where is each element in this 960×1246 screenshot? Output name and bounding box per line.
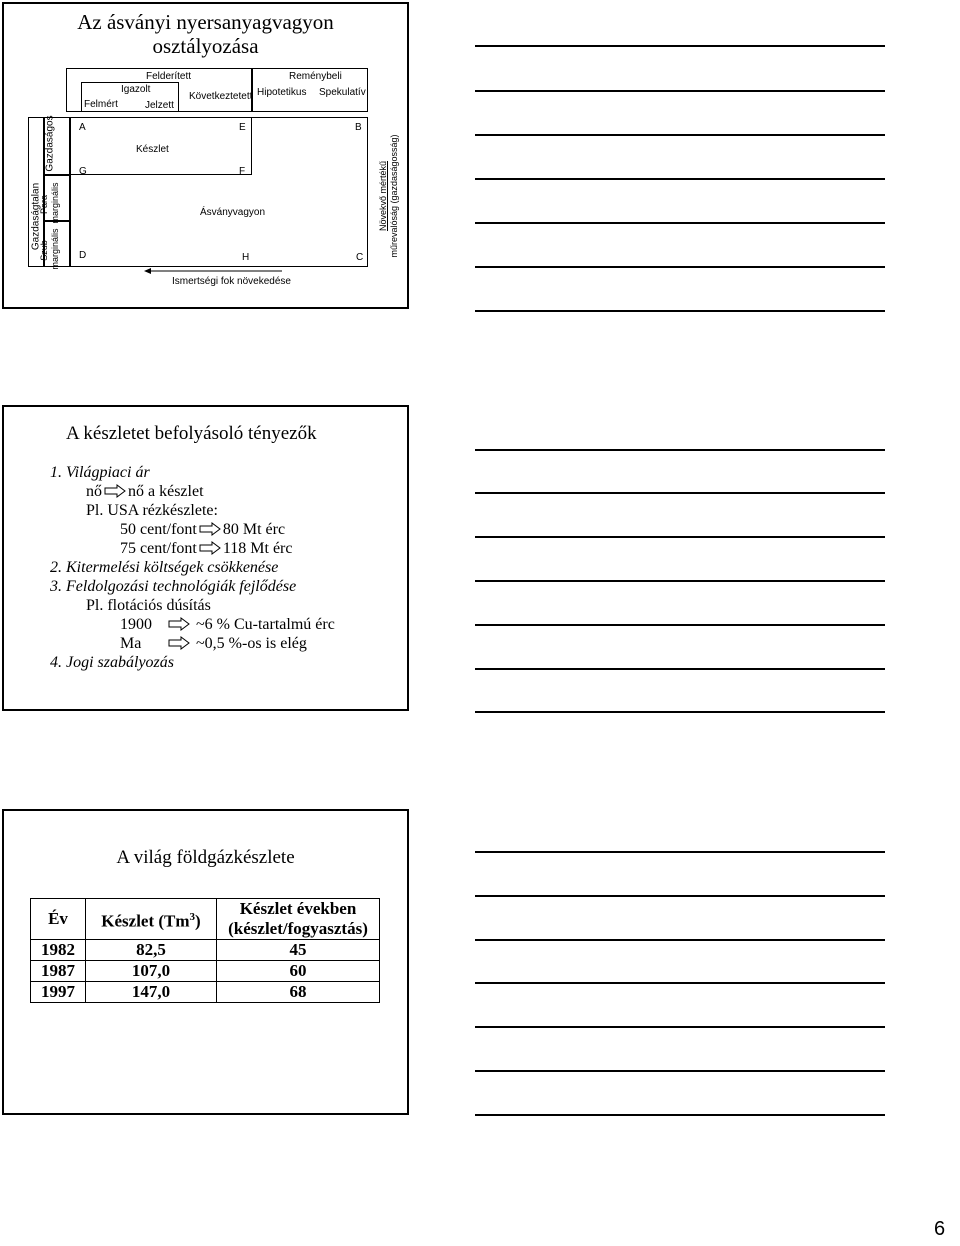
page-number: 6 bbox=[934, 1218, 946, 1240]
col-evekben bbox=[217, 899, 380, 940]
note-line bbox=[475, 492, 885, 494]
col-keszlet-pre: Készlet (Tm bbox=[101, 911, 190, 931]
cu05: ~0,5 %-os is elég bbox=[196, 635, 307, 652]
arrow-right-icon bbox=[199, 541, 221, 555]
col-keszlet-sup: 3 bbox=[189, 910, 196, 923]
note-line bbox=[475, 624, 885, 626]
cent50: 50 cent/font bbox=[120, 521, 197, 538]
cell-evek: 68 bbox=[217, 982, 380, 1003]
label-keszlet: Készlet bbox=[136, 144, 169, 155]
label-para bbox=[39, 178, 61, 228]
cell-evek: 45 bbox=[217, 940, 380, 961]
label-right-axis-line2: műrevalóság (gazdaságosság) bbox=[389, 134, 399, 258]
mt80: 80 Mt érc bbox=[222, 521, 286, 538]
label-szub-line1: Szub- bbox=[39, 237, 49, 261]
cent75: 75 cent/font bbox=[120, 540, 197, 557]
pl-flot: Pl. flotációs dúsítás bbox=[86, 597, 211, 614]
table-row bbox=[31, 940, 380, 961]
ma: Ma bbox=[120, 635, 142, 652]
slide2-title: A készletet befolyásoló tényezők bbox=[66, 423, 317, 444]
corner-h: H bbox=[242, 252, 250, 263]
item-kitermelesi: 2. Kitermelési költségek csökkenése bbox=[50, 559, 279, 576]
corner-c: C bbox=[356, 252, 364, 263]
cell-keszlet: 82,5 bbox=[86, 940, 217, 961]
slide-classification bbox=[2, 2, 409, 309]
slide1-title bbox=[4, 10, 407, 58]
note-line bbox=[475, 1026, 885, 1028]
col-evekben-line1: Készlet években bbox=[239, 899, 357, 918]
note-line bbox=[475, 222, 885, 224]
cu6: ~6 % Cu-tartalmú érc bbox=[196, 616, 335, 633]
cent50-line bbox=[120, 521, 285, 539]
col-keszlet-post: ) bbox=[195, 911, 201, 931]
pl-usa: Pl. USA rézkészlete: bbox=[86, 502, 218, 519]
note-line bbox=[475, 668, 885, 670]
label-right-axis bbox=[378, 121, 400, 271]
col-ev: Év bbox=[31, 899, 86, 940]
note-line bbox=[475, 45, 885, 47]
label-remenybeli: Reménybeli bbox=[289, 71, 342, 82]
bottom-axis-arrow-icon bbox=[144, 266, 284, 276]
corner-e: E bbox=[239, 122, 246, 133]
slide1-title-line2: osztályozása bbox=[152, 34, 259, 58]
label-hipotetikus: Hipotetikus bbox=[257, 87, 307, 98]
gas-table bbox=[30, 898, 380, 1003]
label-szub-line2: marginális bbox=[50, 228, 60, 270]
slide3-title: A világ földgázkészlete bbox=[116, 847, 295, 868]
note-line bbox=[475, 711, 885, 713]
item-feldolgozasi: 3. Feldolgozási technológiák fejlődése bbox=[50, 578, 297, 595]
note-line bbox=[475, 266, 885, 268]
note-line bbox=[475, 1114, 885, 1116]
item-jogi: 4. Jogi szabályozás bbox=[50, 654, 174, 671]
note-line bbox=[475, 1070, 885, 1072]
arrow-right-icon bbox=[104, 484, 126, 498]
note-line bbox=[475, 580, 885, 582]
label-spekulativ: Spekulatív bbox=[319, 87, 366, 98]
cell-keszlet: 147,0 bbox=[86, 982, 217, 1003]
label-bottom-axis: Ismertségi fok növekedése bbox=[172, 276, 291, 287]
label-right-axis-line1: Növekvő mértékű bbox=[378, 160, 388, 232]
label-para-line2: marginális bbox=[50, 182, 60, 224]
corner-d: D bbox=[79, 250, 87, 261]
table-header-row bbox=[31, 899, 380, 940]
col-keszlet bbox=[86, 899, 217, 940]
cell-ev: 1987 bbox=[31, 961, 86, 982]
label-felmert: Felmért bbox=[84, 99, 118, 110]
arrow-right-icon bbox=[168, 636, 190, 650]
table-row bbox=[31, 982, 380, 1003]
corner-a: A bbox=[79, 122, 86, 133]
label-szub bbox=[39, 224, 61, 274]
note-line bbox=[475, 536, 885, 538]
col-evekben-line2: (készlet/fogyasztás) bbox=[228, 919, 368, 938]
cell-ev: 1997 bbox=[31, 982, 86, 1003]
no-left: nő bbox=[86, 483, 102, 500]
label-gazdasagos: Gazdaságos bbox=[44, 115, 56, 172]
cent75-line bbox=[120, 540, 292, 558]
note-line bbox=[475, 134, 885, 136]
note-line bbox=[475, 851, 885, 853]
label-para-line1: Para- bbox=[39, 192, 49, 215]
line-1900 bbox=[120, 616, 335, 634]
label-gazdasagtalan: Gazdaságtalan bbox=[30, 182, 42, 251]
arrow-right-icon bbox=[168, 617, 190, 631]
label-asvanyvagyon: Ásványvagyon bbox=[200, 207, 266, 218]
cell-keszlet: 107,0 bbox=[86, 961, 217, 982]
label-jelzett: Jelzett bbox=[145, 100, 174, 111]
note-line bbox=[475, 178, 885, 180]
corner-g: G bbox=[79, 166, 87, 177]
note-line bbox=[475, 449, 885, 451]
note-line bbox=[475, 982, 885, 984]
slide-factors bbox=[2, 405, 409, 711]
item-vilagpiaci: 1. Világpiaci ár bbox=[50, 464, 150, 481]
label-felderitett: Felderített bbox=[146, 71, 192, 82]
slide1-title-line1: Az ásványi nyersanyagvagyon bbox=[77, 10, 334, 34]
corner-b: B bbox=[355, 122, 362, 133]
note-line bbox=[475, 939, 885, 941]
note-line bbox=[475, 310, 885, 312]
note-line bbox=[475, 895, 885, 897]
table-row bbox=[31, 961, 380, 982]
arrow-right-icon bbox=[199, 522, 221, 536]
label-igazolt: Igazolt bbox=[121, 84, 151, 95]
note-line bbox=[475, 90, 885, 92]
cell-evek: 60 bbox=[217, 961, 380, 982]
label-kovetkeztetett: Következtetett bbox=[189, 91, 253, 102]
no-line bbox=[86, 483, 204, 501]
mt118: 118 Mt érc bbox=[222, 540, 293, 557]
no-right: nő a készlet bbox=[128, 483, 204, 500]
y1900: 1900 bbox=[120, 616, 152, 633]
corner-f: F bbox=[239, 166, 246, 177]
line-ma bbox=[120, 635, 307, 653]
cell-ev: 1982 bbox=[31, 940, 86, 961]
